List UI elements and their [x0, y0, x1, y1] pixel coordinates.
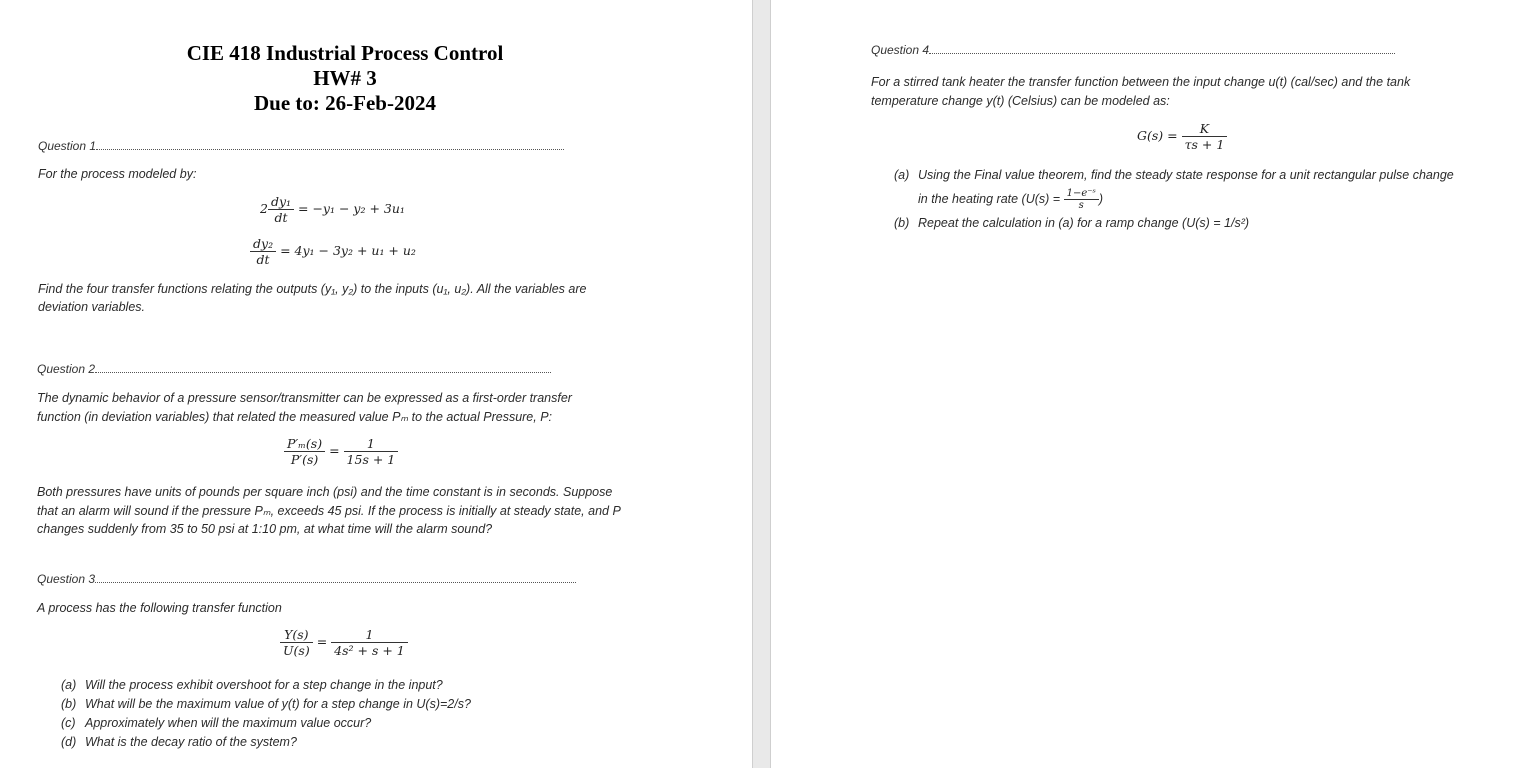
q1-eq1-derivative	[268, 194, 294, 225]
q2-lhs-den: P′(s)	[284, 451, 325, 467]
page-right	[771, 0, 1527, 768]
q2-heading	[37, 362, 551, 376]
course-title: CIE 418 Industrial Process Control	[186, 41, 504, 65]
q3-item-c-text: Approximately when will the maximum value occur?	[85, 716, 372, 730]
q2-rhs-num: 1	[366, 436, 375, 451]
q2-lhs-num: P′ₘ(s)	[287, 436, 323, 451]
page-left	[0, 0, 752, 768]
q2-lhs	[284, 436, 325, 467]
q2-text-line1: The dynamic behavior of a pressure sensor/transmitter can be expressed as a first-order transfer	[37, 391, 572, 405]
q2-text2-line2: that an alarm will sound if the pressure Pₘ, exceeds 45 psi. If the process is initially at steady state, and P	[37, 504, 621, 518]
q3-item-d	[61, 735, 297, 749]
q3-intro: A process has the following transfer function	[37, 601, 282, 615]
q3-item-d-text: What is the decay ratio of the system?	[85, 735, 297, 749]
q4-rhs-num: K	[1199, 121, 1210, 136]
q4-item-a-line1: Using the Final value theorem, find the steady state response for a unit rectangular pulse change	[918, 168, 1454, 182]
q1-equation-1	[260, 194, 405, 225]
q2-rhs	[344, 436, 399, 467]
q1-eq2-den: dt	[250, 251, 276, 267]
q1-text-line1: Find the four transfer functions relating the outputs (y₁, y₂) to the inputs (u₁, u₂). All the variables are	[38, 282, 587, 296]
q1-equation-2	[250, 236, 416, 267]
q4-heading	[871, 43, 1395, 57]
q3-item-a-text: Will the process exhibit overshoot for a step change in the input?	[85, 678, 443, 692]
q4-text-line2: temperature change y(t) (Celsius) can be modeled as:	[871, 94, 1170, 108]
q4-item-b-text: Repeat the calculation in (a) for a ramp change (U(s) = 1/s²)	[918, 216, 1250, 230]
q3-rhs-num: 1	[365, 627, 374, 642]
q4-rhs-den: τs + 1	[1182, 136, 1228, 152]
q4-item-a	[894, 168, 1454, 182]
q4-item-a-continuation	[918, 188, 1103, 211]
q3-heading-label: Question 3	[37, 572, 96, 586]
q3-item-d-label: (d)	[61, 735, 77, 749]
q1-heading	[38, 139, 564, 153]
q3-lhs	[280, 627, 313, 658]
q3-lhs-den: U(s)	[280, 642, 313, 658]
q3-item-b	[61, 697, 471, 711]
q1-eq1-coef: 2	[260, 201, 268, 216]
q1-intro: For the process modeled by:	[38, 167, 197, 181]
q4-rhs	[1182, 121, 1228, 152]
q4-text-line1: For a stirred tank heater the transfer function between the input change u(t) (cal/sec) and the tank	[871, 75, 1411, 89]
q3-rhs-den: 4s² + s + 1	[331, 642, 408, 658]
q3-item-a	[61, 678, 443, 692]
q1-eq2-rhs: = 4y₁ − 3y₂ + u₁ + u₂	[280, 243, 416, 258]
q3-item-c	[61, 716, 371, 730]
q3-transfer-function	[280, 627, 408, 658]
q3-item-b-text: What will be the maximum value of y(t) for a step change in U(s)=2/s?	[85, 697, 471, 711]
q3-equals: =	[316, 634, 328, 649]
hw-number: HW# 3	[313, 66, 377, 90]
q4-item-a-line2: in the heating rate (U(s) =	[918, 191, 1061, 206]
q3-lhs-num: Y(s)	[284, 627, 309, 642]
q1-eq1-num: dy₁	[270, 194, 292, 209]
due-date: Due to: 26-Feb-2024	[254, 91, 436, 115]
q4-transfer-function	[1137, 121, 1227, 152]
q2-transfer-function	[284, 436, 398, 467]
q4-item-a-close: )	[1098, 191, 1104, 206]
q4-item-b-label: (b)	[894, 216, 910, 230]
q4-item-a-frac-num: 1−e⁻ˢ	[1066, 188, 1096, 199]
q4-lhs: G(s) =	[1137, 128, 1178, 143]
q3-heading	[37, 572, 576, 586]
q4-item-a-fraction	[1064, 188, 1099, 211]
q1-eq2-num: dy₂	[253, 236, 274, 251]
q2-text2-line3: changes suddenly from 35 to 50 psi at 1:10 pm, at what time will the alarm sound?	[37, 522, 493, 536]
q4-heading-label: Question 4	[871, 43, 930, 57]
q3-item-a-label: (a)	[61, 678, 77, 692]
q4-item-a-label: (a)	[894, 168, 910, 182]
q3-dotted-rule	[95, 573, 576, 583]
q2-text-line2: function (in deviation variables) that related the measured value Pₘ to the actual Pressure, P:	[37, 410, 553, 424]
q1-dotted-rule	[96, 140, 564, 150]
q2-text2-line1: Both pressures have units of pounds per square inch (psi) and the time constant is in seconds. Suppose	[37, 485, 613, 499]
q4-dotted-rule	[929, 44, 1395, 54]
q2-equals: =	[329, 443, 340, 458]
q2-heading-label: Question 2	[37, 362, 96, 376]
q1-heading-label: Question 1	[38, 139, 97, 153]
q4-item-b	[894, 216, 1249, 230]
q2-dotted-rule	[95, 363, 551, 373]
q3-item-b-label: (b)	[61, 697, 77, 711]
q2-rhs-den: 15s + 1	[344, 451, 399, 467]
q3-rhs	[331, 627, 408, 658]
q3-item-c-label: (c)	[61, 716, 76, 730]
q1-text-line2: deviation variables.	[38, 300, 146, 314]
q1-eq2-derivative	[250, 236, 276, 267]
q1-eq1-rhs: = −y₁ − y₂ + 3u₁	[298, 201, 405, 216]
q4-item-a-frac-den: s	[1064, 199, 1099, 211]
page-gutter	[752, 0, 771, 768]
q1-eq1-den: dt	[268, 209, 294, 225]
